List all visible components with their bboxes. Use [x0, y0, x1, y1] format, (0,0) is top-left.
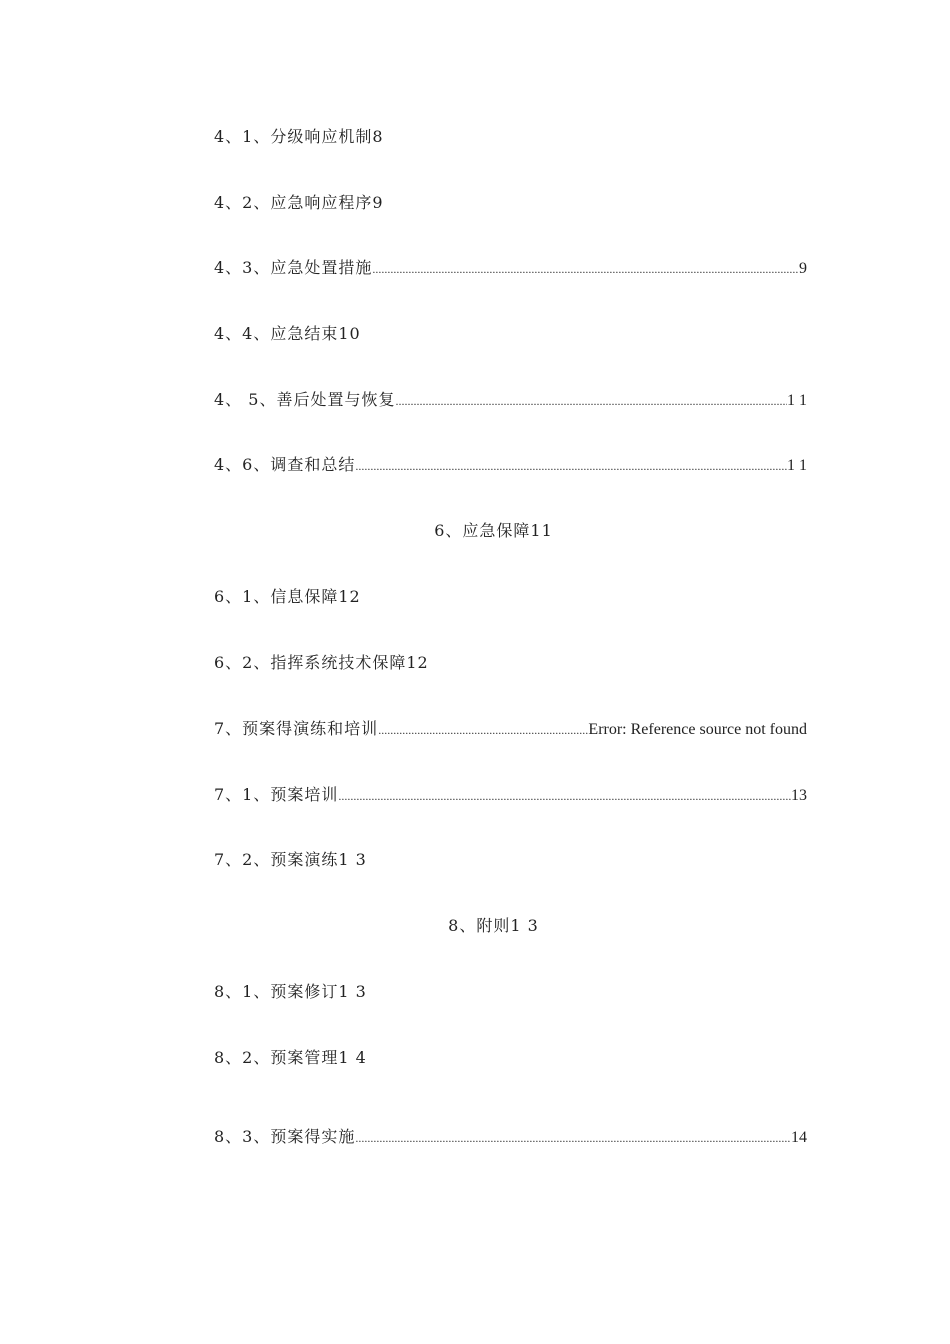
toc-entry-4-5[interactable] — [214, 388, 807, 412]
toc-entry-text: 4、4、应急结束10 — [214, 324, 361, 343]
toc-entry-text: 8、附则1 3 — [448, 916, 539, 935]
toc-entry-label: 8、3、预案得实施 — [214, 1127, 356, 1146]
toc-entry-8-2[interactable] — [214, 1046, 807, 1070]
toc-entry-7-1[interactable] — [214, 783, 807, 807]
toc-entry-4-6[interactable] — [214, 453, 807, 477]
toc-entry-6-2[interactable] — [214, 651, 807, 675]
toc-page-number: 1 1 — [787, 457, 807, 474]
toc-entry-7-2[interactable] — [214, 848, 807, 872]
toc-page-number: 14 — [791, 1129, 807, 1146]
toc-entry-text: 6、应急保障11 — [434, 521, 553, 540]
toc-entry-8[interactable] — [0, 914, 950, 938]
toc-entry-4-3[interactable] — [214, 256, 807, 280]
toc-page-number: 13 — [791, 787, 807, 804]
toc-entry-text: 8、1、预案修订1 3 — [214, 982, 367, 1001]
toc-dot-leader — [355, 1126, 791, 1150]
toc-entry-text: 6、2、指挥系统技术保障12 — [214, 653, 429, 672]
toc-entry-text: 8、2、预案管理1 4 — [214, 1048, 367, 1067]
toc-dot-leader — [372, 257, 799, 281]
toc-page-number: 9 — [799, 260, 807, 277]
toc-entry-8-1[interactable] — [214, 980, 807, 1004]
toc-entry-label: 4、 5、善后处置与恢复 — [214, 390, 396, 409]
toc-entry-7[interactable] — [214, 717, 807, 741]
toc-entry-4-1[interactable] — [214, 125, 807, 149]
toc-page-number: 1 1 — [787, 392, 807, 409]
toc-entry-text: 6、1、信息保障12 — [214, 587, 361, 606]
toc-entry-8-3[interactable] — [214, 1125, 807, 1149]
toc-entry-text: 4、1、分级响应机制8 — [214, 127, 384, 146]
toc-entry-text: 4、2、应急响应程序9 — [214, 193, 384, 212]
toc-entry-4-4[interactable] — [214, 322, 807, 346]
toc-entry-6[interactable] — [0, 519, 950, 543]
toc-entry-6-1[interactable] — [214, 585, 807, 609]
toc-dot-leader — [378, 718, 588, 742]
toc-entry-label: 4、6、调查和总结 — [214, 455, 356, 474]
toc-entry-label: 7、预案得演练和培训 — [214, 719, 379, 738]
toc-entry-label: 7、1、预案培训 — [214, 785, 339, 804]
toc-entry-4-2[interactable] — [214, 191, 807, 215]
toc-reference-error: Error: Reference source not found — [588, 721, 807, 738]
toc-entry-text: 7、2、预案演练1 3 — [214, 850, 367, 869]
toc-dot-leader — [395, 389, 787, 413]
toc-dot-leader — [338, 784, 791, 808]
toc-entry-label: 4、3、应急处置措施 — [214, 258, 373, 277]
toc-dot-leader — [355, 454, 787, 478]
